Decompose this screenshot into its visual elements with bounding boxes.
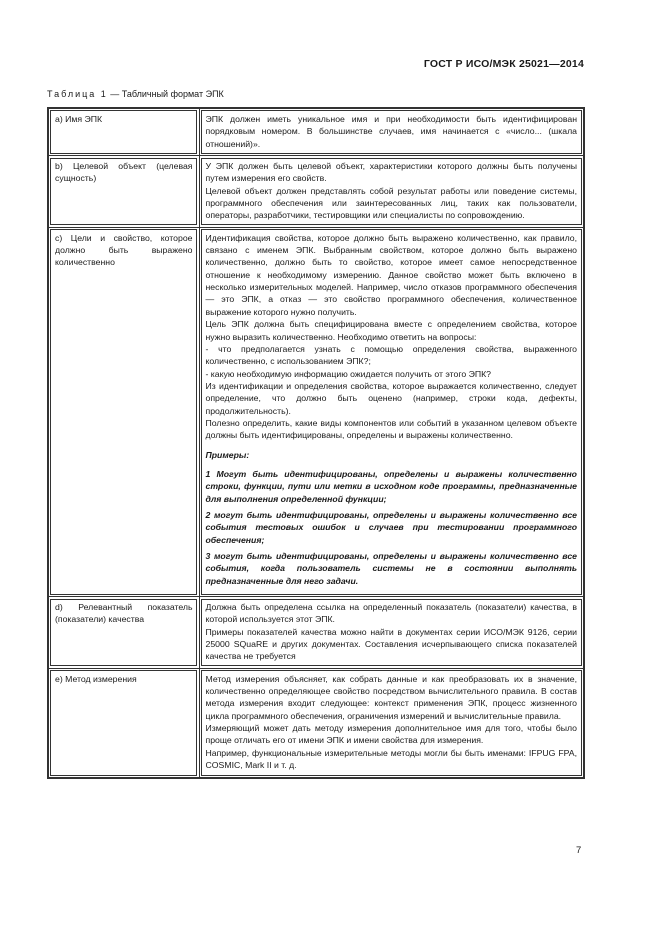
- table-caption-text: — Табличный формат ЭПК: [107, 89, 224, 99]
- row-content-cell: [199, 227, 584, 596]
- document-header: ГОСТ Р ИСО/МЭК 25021—2014: [423, 58, 584, 70]
- paragraph: Целевой объект должен представлять собой результат работы или поведение системы, программного обеспечения или заинтересованных лиц, таких как пользователи, операторы, разработчики, тестировщики или специалисты по сопровождению.: [205, 185, 577, 221]
- epk-format-table: [47, 107, 585, 779]
- paragraph: У ЭПК должен быть целевой объект, характеристики которого должны быть получены путем измерения его свойств.: [205, 161, 577, 184]
- row-label: е) Метод измерения: [55, 673, 137, 684]
- row-label-cell: [48, 156, 199, 228]
- row-content-cell: [199, 156, 584, 228]
- row-content-cell: [199, 597, 584, 669]
- paragraph: Должна быть определена ссылка на определенный показатель (показатели) качества, в которой используется этот ЭПК.: [205, 602, 577, 625]
- paragraph: Полезно определить, какие виды компонентов или событий в указанном целевом объекте должны быть идентифицированы, определены и выражены количественно.: [205, 417, 577, 441]
- paragraph: ЭПК должен иметь уникальное имя и при необходимости быть идентифицирован порядковым номером. В большинстве случаев, имя начинается с «число... (шкала отношений)».: [205, 114, 577, 149]
- paragraph: Цель ЭПК должна быть специфицирована вместе с определением свойства, которое нужно выразить количественно. Необходимо ответить на вопросы:: [205, 319, 577, 342]
- paragraph: Измеряющий может дать методу измерения дополнительное имя для того, чтобы было проще отличать его от имени ЭПК и имени свойства для измерения.: [205, 723, 577, 746]
- table-caption: [47, 89, 224, 99]
- row-label: а) Имя ЭПК: [55, 114, 103, 124]
- table-row: [48, 668, 584, 777]
- table-row: [48, 108, 584, 156]
- paragraph: - какую необходимую информацию ожидается получить от этого ЭПК?: [205, 368, 491, 379]
- row-label-cell: [48, 668, 199, 777]
- paragraph: Примеры показателей качества можно найти в документах серии ИСО/МЭК 9126, серии 25000 SQuaRE и других документах. Составления исчерпывающего списка показателей качества не требуется: [205, 626, 577, 662]
- table-row: [48, 227, 584, 596]
- row-label-cell: [48, 227, 199, 596]
- page-number: 7: [576, 845, 582, 856]
- paragraph: Из идентификации и определения свойства, которое выражается количественно, следует определение, что должно быть оценено (например, строки кода, дефекты, продолжительность).: [205, 380, 577, 416]
- table-row: [48, 156, 584, 228]
- row-label: с) Цели и свойство, которое должно быть выражено количественно: [55, 232, 193, 268]
- row-label-cell: [48, 597, 199, 669]
- examples-title: Примеры:: [205, 449, 250, 460]
- paragraph: - что предполагается узнать с помощью определения свойства, выраженного количественно, с использованием ЭПК?;: [205, 343, 577, 367]
- row-label: d) Релевантный показатель (показатели) качества: [55, 602, 193, 625]
- table-row: [48, 597, 584, 669]
- row-content-cell: [199, 108, 584, 156]
- row-label-cell: [48, 108, 199, 156]
- table-caption-label: Таблица 1: [47, 89, 108, 99]
- paragraph: Метод измерения объясняет, как собрать данные и как преобразовать их в значение, количественно определяющее свойство посредством вычислительного правила. В состав метода измерения входит следующее: контекст применения ЭПК, процесс жизненного цикла программного обеспечения, ограничения измерений и вычислительные правила.: [205, 673, 577, 721]
- paragraph: Идентификация свойства, которое должно быть выражено количественно, как правило, связано с именем ЭПК. Выбранным свойством, которое должно быть выражено количественно, должно быть то свойство, которое имеет самое непосредственное отношение к необходимому измерению. Данное свойство может быть включено в несколько измерительных моделей. Например, число отказов программного обеспечения — это ЭПК, а отказ — это свойство программного обеспечения, количественное выражение которого нужно получить.: [205, 232, 577, 317]
- example-item: 2 могут быть идентифицированы, определены и выражены количественно все события тестовых ошибок и случаев при тестировании программного обеспечения;: [205, 509, 577, 545]
- example-item: 1 Могут быть идентифицированы, определены и выражены количественно строки, функции, пути или метки в исходном коде программы, предназначенные для выполнения определенной функции;: [205, 468, 577, 504]
- paragraph: Например, функциональные измерительные методы могли бы быть именами: IFPUG FPA, COSMIC, Mark II и т. д.: [205, 747, 577, 771]
- example-item: 3 могут быть идентифицированы, определены и выражены количественно все события, когда пользователь системы не в состоянии выполнять предназначенные для него задачи.: [205, 551, 577, 586]
- row-content-cell: [199, 668, 584, 777]
- row-label: b) Целевой объект (целевая сущность): [55, 161, 193, 184]
